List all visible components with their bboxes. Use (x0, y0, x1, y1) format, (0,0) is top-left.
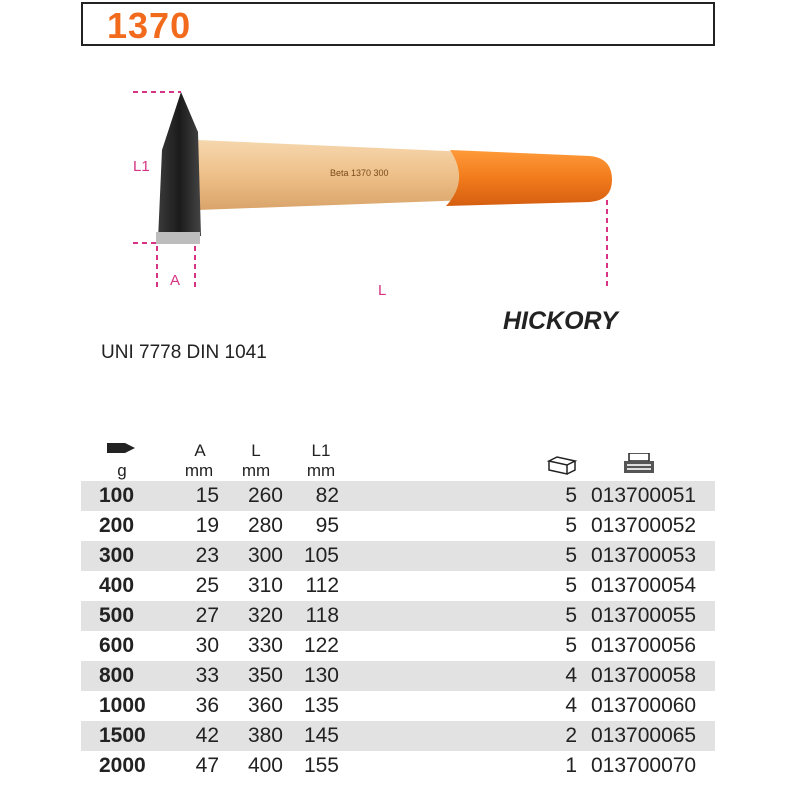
table-row: 2000 47 400 155 1 013700070 (99, 754, 697, 777)
model-number: 1370 (107, 5, 192, 46)
table-row: 100 15 260 82 5 013700051 (81, 481, 715, 511)
table-row: 300 23 300 105 5 013700053 (81, 541, 715, 571)
weight-unit: g (117, 461, 127, 480)
hammer-head (158, 92, 201, 240)
table-row: 500 27 320 118 5 013700055 (81, 601, 715, 631)
col-l: L (251, 441, 261, 460)
dimension-l-label: L (378, 282, 387, 299)
hammer-weight-icon (107, 441, 137, 455)
col-a-unit: mm (184, 461, 214, 480)
barcode-terminal-icon (623, 453, 655, 475)
col-l-unit: mm (241, 461, 271, 480)
table-row: 800 33 350 130 4 013700058 (81, 661, 715, 691)
standard-label: UNI 7778 DIN 1041 (101, 342, 267, 363)
hammer-illustration (0, 0, 800, 320)
table-row: 400 25 310 112 5 013700054 (99, 574, 697, 597)
dimension-a-label: A (170, 272, 181, 289)
package-icon (547, 455, 577, 475)
table-row: 600 30 330 122 5 013700056 (99, 634, 697, 657)
table-row: 1000 36 360 135 4 013700060 (99, 694, 697, 717)
handle-marking: Beta 1370 300 (330, 168, 389, 178)
col-l1: L1 (311, 441, 331, 460)
dimension-l1-label: L1 (133, 158, 150, 175)
table-row: 200 19 280 95 5 013700052 (99, 514, 697, 537)
hickory-label: HICKORY (503, 307, 618, 335)
orange-grip (446, 150, 612, 206)
col-a: A (194, 441, 206, 460)
table-row: 1500 42 380 145 2 013700065 (81, 721, 715, 751)
col-l1-unit: mm (306, 461, 336, 480)
hammer-face (156, 232, 200, 244)
